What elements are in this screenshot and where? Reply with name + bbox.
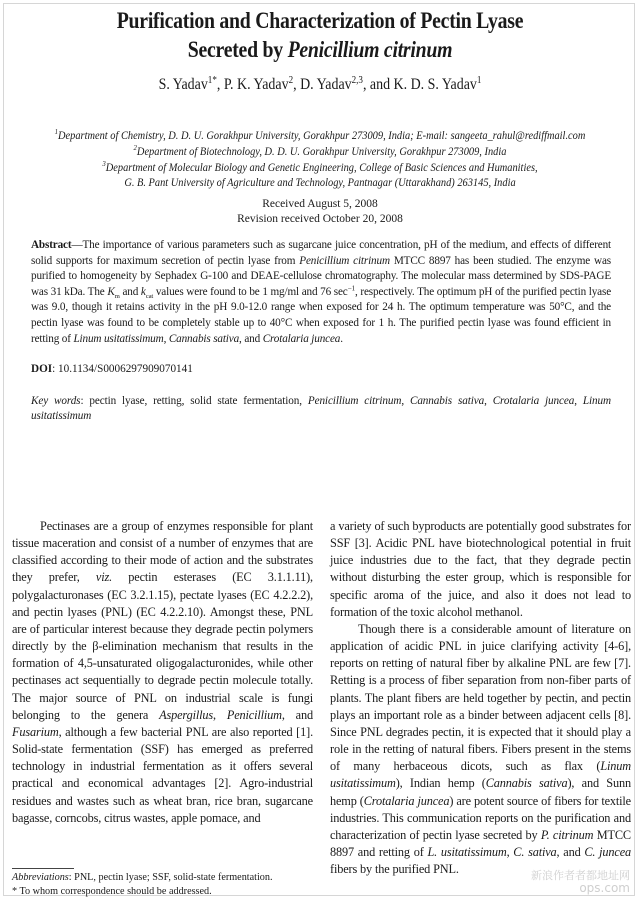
affiliation-1: $^1$Department of Chemistry, D. D. U. Gorakhpur University, Gorakhpur 273009, India; E-mail: sangeeta_rahul@rediffmail.com (54, 127, 586, 142)
affiliation-2: $^2$Department of Biotechnology, D. D. U. Gorakhpur University, Gorakhpur 273009, India (133, 143, 507, 158)
received-date: Received August 5, 2008 (262, 198, 378, 210)
affiliation-3-cont: G. B. Pant University of Agriculture and Technology, Pantnagar (Uttarakhand) 263145, India (124, 177, 516, 189)
abstract: Abstract—The importance of various parameters such as sugarcane juice concentration, pH of the medium, and effects of different solid supports for maximum secretion of pectin lyase from Penicillium citrinum MTCC 8897 has been studied. The enzyme was purified to homogeneity by Sephadex G-100 and DEAE-cellulose chromatography. The molecular mass determined by SDS-PAGE was 31 kDa. The $K_m$ and $k_{cat}$ values were found to be 1 mg/ml and 76 $\sec^{-1}$, respectively. The optimum pH of the purified pectin lyase was 9.0, though it retains activity in the pH 9.0-12.0 range when exposed for 24 h. The optimum temperature was 50°C, and the pectin lyase was found to be completely stable up to 40°C when exposed for 1 h. The purified pectin lyase was found efficient in retting of Linum usitatissimum, Cannabis sativa, and Crotalaria juncea. (31, 239, 612, 345)
body-column-left (12, 518, 313, 827)
author: K. D. S. Yadav (393, 76, 477, 93)
author: P. K. Yadav (223, 76, 289, 93)
keywords: Key words: pectin lyase, retting, solid state fermentation, Penicillium citrinum, Cannabis sativa, Crotalaria juncea, Linum usitatissimum (31, 395, 611, 422)
footnotes (12, 871, 317, 898)
watermark: 新浪作者者都地址网 ops.com (531, 869, 630, 895)
author: S. Yadav (158, 76, 208, 93)
author: D. Yadav (300, 76, 352, 93)
paper-title-line2: Secreted by Penicillium citrinum (187, 37, 453, 62)
keywords-label: Key words (31, 395, 81, 407)
body-column-right (330, 518, 631, 878)
revision-date: Revision received October 20, 2008 (237, 213, 403, 225)
doi: DOI: 10.1134/S0006297909070141 (31, 363, 193, 375)
paper-title-line1: Purification and Characterization of Pectin Lyase (116, 8, 524, 33)
affiliation-3: $^3$Department of Molecular Biology and Genetic Engineering, College of Basic Sciences and Humanities, (102, 159, 538, 174)
footnote-rule (12, 868, 74, 869)
abstract-label: Abstract (31, 239, 72, 251)
species-name: Penicillium citrinum (287, 37, 453, 62)
paragraph: a variety of such byproducts are potentially good substrates for SSF [3]. Acidic PNL have biotechnological potential in fruit juice industries due to the fact, that they degrade pectin without disturbing the ester group, which is responsible for specific aroma of the juice, and also it does not lead to formation of the toxic alcohol methanol. (330, 519, 631, 619)
footnote-correspondence: * To whom correspondence should be addressed. (12, 885, 212, 897)
paragraph: Pectinases are a group of enzymes responsible for plant tissue maceration and consist of a number of enzymes that are classified according to their mode of action and the substrates they prefer, viz. pectin esterases (EC 3.1.1.11), polygalacturonases (EC 3.2.1.15), pectate lyases (EC 4.2.2.2), and pectin lyases (PNL) (EC 4.2.2.10). Amongst these, PNL are of particular interest because they degrade pectin polymers directly by the β-elimination mechanism that results in the formation of 4,5-unsaturated oligogalacturonides, while other pectinases act sequentially to degrade pectin molecule totally. The major source of PNL on industrial scale is fungi belonging to the genera Aspergillus, Penicillium, and Fusarium, although a few bacterial PNL are also reported [1]. Solid-state fermentation (SSF) has emerged as preferred technology in industrial fermentation as it offers several practical and economical advantages [2]. Agro-industrial residues and wastes such as wheat bran, rice bran, sugarcane bagasse, corncobs, citrus wastes, apple pomace, and (12, 519, 313, 825)
paragraph: Though there is a considerable amount of literature on application of acidic PNL in juice clarifying activity [4-6], reports on retting of natural fiber by alkaline PNL are few [7]. Retting is a process of fiber separation from non-fiber parts of plants. The plant fibers are held together by pectin, and pectin plays an important role as a binder between adjacent cells [8]. Since PNL degrades pectin, it is expected that it should play a role in the retting of natural fibers. Fibers present in the stems of many herbaceous dicots, such as flax (Linum usitatissimum), Indian hemp (Cannabis sativa), and Sunn hemp (Crotalaria juncea) are potent source of fibers for textile industries. This communication reports on the purification and characterization of pectin lyase secreted by P. citrinum MTCC 8897 and retting of L. usitatissimum, C. sativa, and C. juncea fibers by the purified PNL. (330, 621, 632, 877)
doi-value[interactable]: : 10.1134/S0006297909070141 (52, 363, 193, 375)
author-list: S. Yadav$^{1*}$, P. K. Yadav$^2$, D. Yadav$^{2,3}$, and K. D. S. Yadav$^1$ (158, 74, 482, 93)
footnote-abbreviations: Abbreviations: PNL, pectin lyase; SSF, solid-state fermentation. (12, 872, 273, 883)
